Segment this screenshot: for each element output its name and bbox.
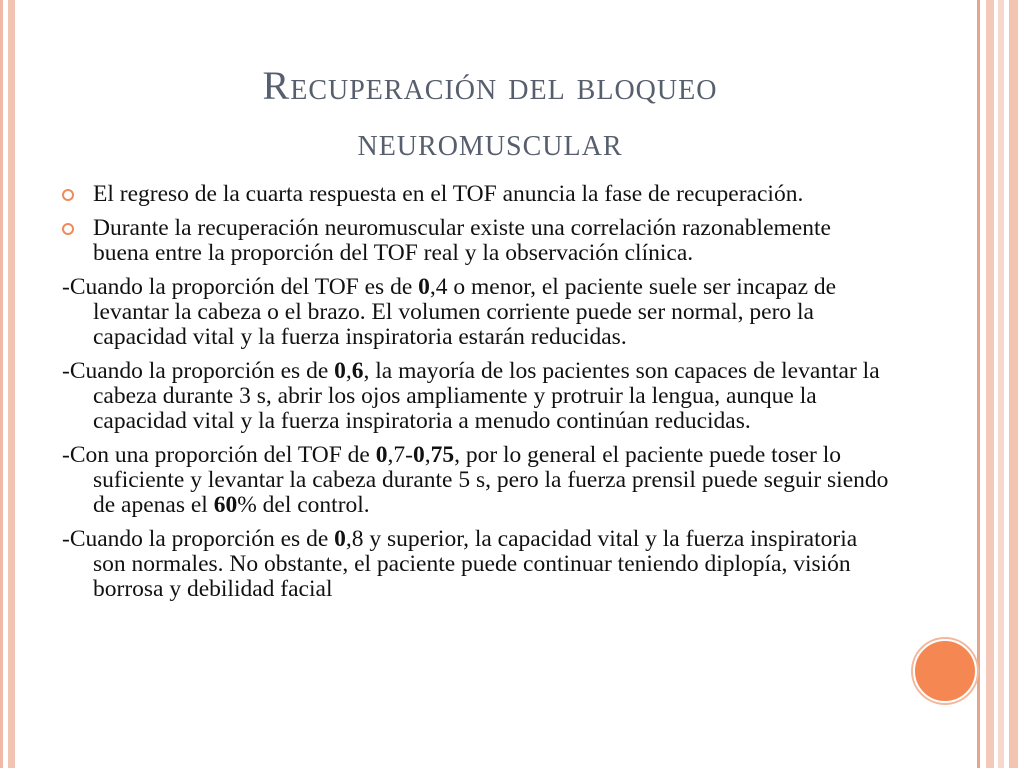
slide-content — [62, 182, 892, 611]
slide-title-line1: Recuperación del bloqueo — [262, 63, 718, 108]
paragraph — [62, 527, 892, 602]
paragraph-bold: 6 — [351, 358, 364, 384]
right-border-line — [977, 0, 980, 768]
paragraph-text: % del control. — [237, 492, 370, 518]
bullet-text: El regreso de la cuarta respuesta en el TOF anuncia la fase de recuperación. — [93, 181, 804, 207]
paragraph-text: , — [345, 358, 352, 384]
right-border-line — [998, 0, 1004, 768]
bullet-icon — [62, 223, 74, 235]
paragraph-text: , — [424, 442, 431, 468]
slide-title-line2: neuromuscular — [357, 119, 623, 164]
paragraph-text: ,7- — [387, 442, 413, 468]
bullet-icon — [62, 189, 74, 201]
paragraph-bold: 0 — [334, 526, 346, 552]
paragraph-text: , la mayoría de los pacientes son capaces de levantar la cabeza durante 3 s, abrir los ojos ampliamente y protruir la lengua, aunque la capacidad vital y la fuerza inspiratoria a menudo continúan reducidas. — [93, 358, 880, 434]
bullet-item — [62, 216, 892, 266]
left-border-line — [0, 0, 3, 768]
paragraph — [62, 275, 892, 350]
slide-title — [140, 58, 840, 170]
bullet-text: Durante la recuperación neuromuscular existe una correlación razonablemente buena entre la proporción del TOF real y la observación clínica. — [93, 215, 831, 266]
paragraph-text: -Cuando la proporción es de — [62, 358, 335, 384]
paragraph-text: ,4 o menor, el paciente suele ser incapaz de levantar la cabeza o el brazo. El volumen corriente puede ser normal, pero la capacidad vital y la fuerza inspiratoria estarán reducidas. — [93, 274, 837, 350]
right-border-line — [986, 0, 994, 768]
paragraph-bold: 0 — [375, 442, 388, 468]
paragraph-bold: 0 — [334, 358, 346, 384]
paragraph-text: -Cuando la proporción del TOF es de — [62, 274, 419, 300]
paragraph-text: -Con una proporción del TOF de — [62, 442, 376, 468]
paragraph-bold: 0 — [412, 442, 425, 468]
paragraph-text: ,8 y superior, la capacidad vital y la fuerza inspiratoria son normales. No obstante, el paciente puede continuar teniendo diplopía, visión borrosa y debilidad facial — [93, 526, 858, 602]
decorative-circle — [913, 639, 977, 703]
paragraph-bold: 0 — [418, 274, 430, 300]
bullet-item — [62, 182, 892, 207]
paragraph-bold: 60 — [213, 492, 238, 518]
paragraph — [62, 443, 892, 518]
paragraph-text: , por lo general el paciente puede toser lo suficiente y levantar la cabeza durante 5 s, pero la fuerza prensil puede seguir siendo de apenas el — [93, 442, 889, 518]
left-border-line — [8, 0, 15, 768]
paragraph-bold: 75 — [430, 442, 455, 468]
paragraph — [62, 359, 892, 434]
right-border-line — [1009, 0, 1018, 768]
paragraph-text: -Cuando la proporción es de — [62, 526, 335, 552]
